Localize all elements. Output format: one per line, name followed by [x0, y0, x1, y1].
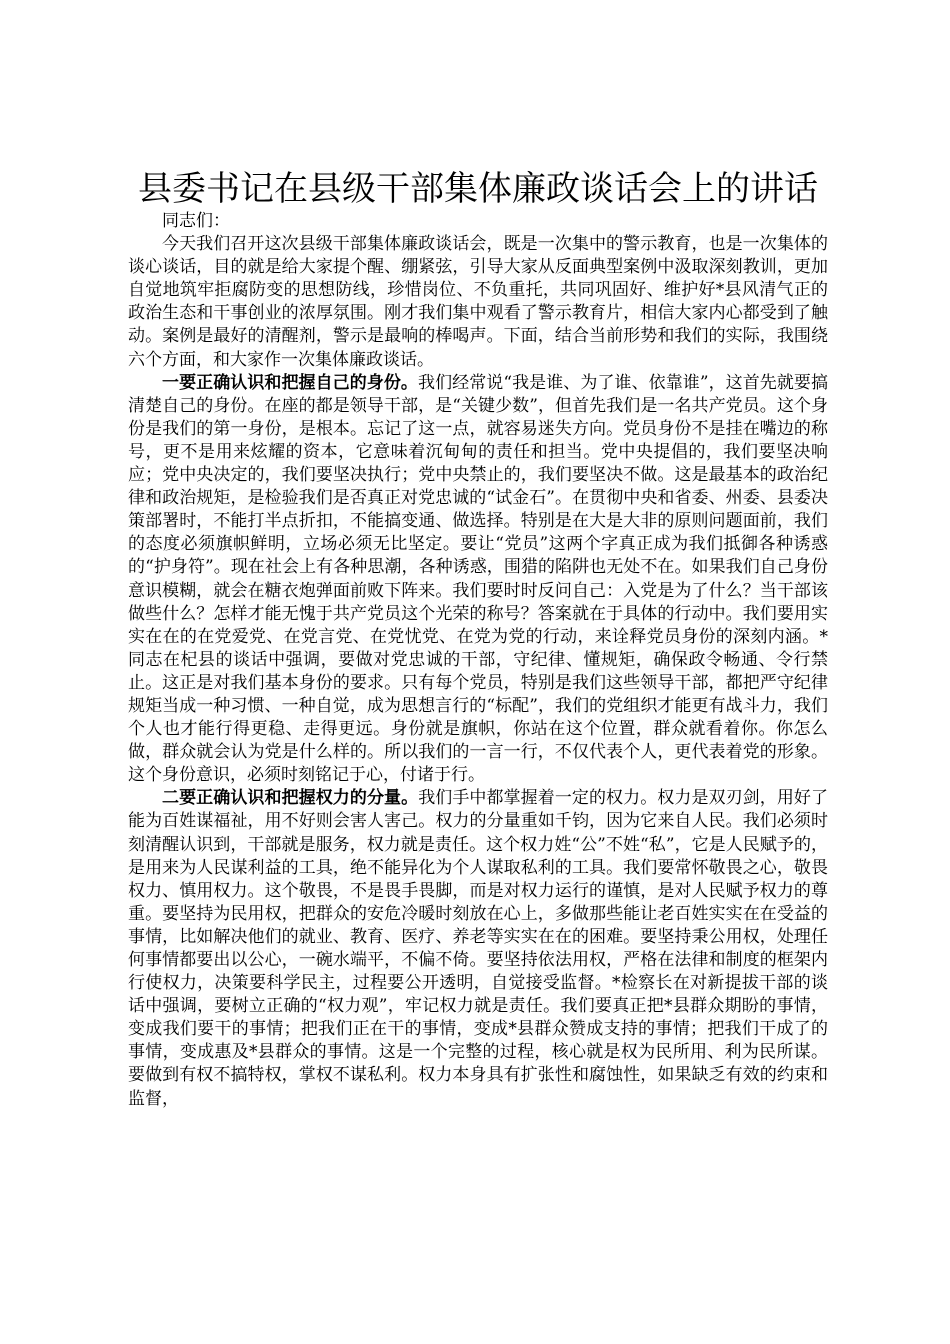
section-1-heading: 一要正确认识和把握自己的身份。	[162, 372, 419, 393]
intro-paragraph: 今天我们召开这次县级干部集体廉政谈话会，既是一次集中的警示教育，也是一次集体的谈心谈话，目的就是给大家提个醒、绷紧弦，引导大家从反面典型案例中汲取深刻教训，更加自觉地筑牢拒腐防变的思想防线，珍惜岗位、不负重托，共同巩固好、维护好*县风清气正的政治生态和干事创业的浓厚氛围。刚才我们集中观看了警示教育片，相信大家内心都受到了触动。案例是最好的清醒剂，警示是最响的棒喝声。下面，结合当前形势和我们的实际，我围绕六个方面，和大家作一次集体廉政谈话。	[128, 234, 828, 370]
salutation: 同志们：	[162, 211, 230, 231]
section-1-text: 我们经常说“我是谁、为了谁、依靠谁”，这首先就要搞清楚自己的身份。在座的都是领导干部，是“关键少数”，但首先我们是一名共产党员。这个身份是我们的第一身份，是根本。忘记了这一点，就容易迷失方向。党员身份不是挂在嘴边的称号，更不是用来炫耀的资本，它意味着沉甸甸的责任和担当。党中央提倡的，我们要坚决响应；党中央决定的，我们要坚决执行；党中央禁止的，我们要坚决不做。这是最基本的政治纪律和政治规矩，是检验我们是否真正对党忠诚的“试金石”。在贯彻中央和省委、州委、县委决策部署时，不能打半点折扣，不能搞变通、做选择。特别是在大是大非的原则问题面前，我们的态度必须旗帜鲜明，立场必须无比坚定。要让“党员”这两个字真正成为我们抵御各种诱惑的“护身符”。现在社会上有各种思潮，各种诱惑，围猎的陷阱也无处不在。如果我们自己身份意识模糊，就会在糖衣炮弹面前败下阵来。我们要时时反问自己：入党是为了什么？当干部该做些什么？怎样才能无愧于共产党员这个光荣的称号？答案就在于具体的行动中。我们要用实实在在的在党爱党、在党言党、在党忧党、在党为党的行动，来诠释党员身份的深刻内涵。*同志在杞县的谈话中强调，要做对党忠诚的干部，守纪律、懂规矩，确保政令畅通、令行禁止。这正是对我们基本身份的要求。只有每个党员，特别是我们这些领导干部，都把严守纪律规矩当成一种习惯、一种自觉，成为思想言行的“标配”，我们的党组织才能更有战斗力，我们个人也才能行得更稳、走得更远。身份就是旗帜，你站在这个位置，群众就看着你。你怎么做，群众就会认为党是什么样的。所以我们的一言一行，不仅代表个人，更代表着党的形象。这个身份意识，必须时刻铭记于心，付诸于行。	[128, 372, 829, 786]
section-2-heading: 二要正确认识和把握权力的分量。	[162, 788, 419, 809]
document-title: 县委书记在县级干部集体廉政谈话会上的讲话	[138, 169, 818, 209]
section-2-paragraph	[128, 787, 828, 1110]
document-body	[128, 168, 828, 1111]
section-2-text: 我们手中都掌握着一定的权力。权力是双刃剑，用好了能为百姓谋福祉，用不好则会害人害己。权力的分量重如千钧，因为它来自人民。我们必须时刻清醒认识到，干部就是服务，权力就是责任。这个权力姓“公”不姓“私”，它是人民赋予的，是用来为人民谋利益的工具，绝不能异化为个人谋取私利的工具。我们要常怀敬畏之心，敬畏权力、慎用权力。这个敬畏，不是畏手畏脚，而是对权力运行的谨慎，是对人民赋予权力的尊重。要坚持为民用权，把群众的安危冷暖时刻放在心上，多做那些能让老百姓实实在在受益的事情，比如解决他们的就业、教育、医疗、养老等实实在在的困难。要坚持秉公用权，处理任何事情都要出以公心，一碗水端平，不偏不倚。要坚持依法用权，严格在法律和制度的框架内行使权力，决策要科学民主，过程要公开透明，自觉接受监督。*检察长在对新提拔干部的谈话中强调，要树立正确的“权力观”，牢记权力就是责任。我们要真正把*县群众期盼的事情，变成我们要干的事情；把我们正在干的事情，变成*县群众赞成支持的事情；把我们干成了的事情，变成惠及*县群众的事情。这是一个完整的过程，核心就是权为民所用、利为民所谋。要做到有权不搞特权，掌权不谋私利。权力本身具有扩张性和腐蚀性，如果缺乏有效的约束和监督，	[128, 788, 829, 1109]
section-1-paragraph	[128, 372, 828, 788]
